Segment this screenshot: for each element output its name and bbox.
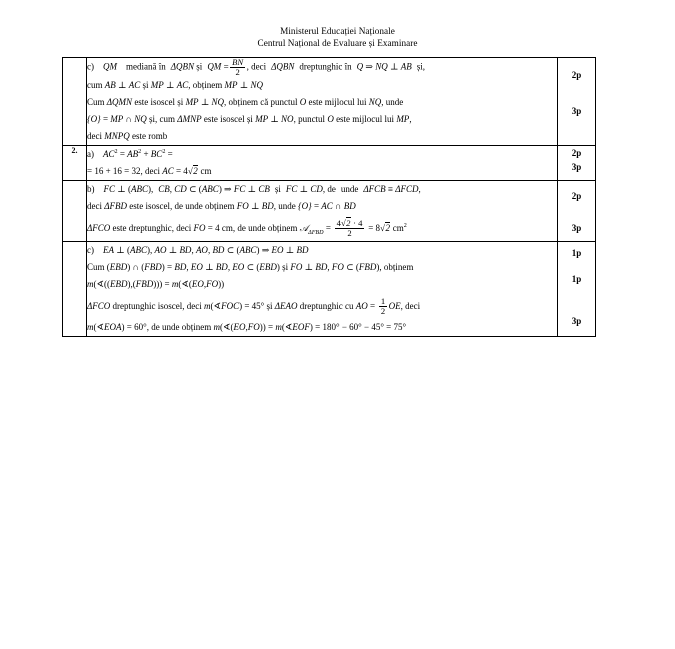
header-line-ministry: Ministerul Educației Naționale bbox=[280, 26, 395, 36]
row-points-cell bbox=[558, 242, 596, 337]
solution-line: m(∢((EBD),(FBD))) = m(∢(EO,FO)) bbox=[87, 279, 225, 290]
points-value: 2p bbox=[571, 70, 582, 80]
row-points-cell bbox=[558, 58, 596, 146]
row-index-cell bbox=[63, 58, 87, 146]
row-index-cell: 2. bbox=[63, 146, 87, 181]
solution-line: a) $AC^2 = AB^2 + BC^2$ = bbox=[87, 149, 173, 160]
points-value: 1p bbox=[571, 248, 582, 259]
row-content-cell bbox=[87, 146, 558, 181]
solution-line: c) QM mediană în ΔQBN și QM = $\frac{BN}{2}$ , deci ΔQBN dreptunghic în Q ⇒ NQ ⊥ AB și, bbox=[87, 56, 425, 77]
table-row bbox=[63, 146, 596, 181]
solution-line: Cum (EBD) ∩ (FBD) = BD, EO ⊥ BD, EO ⊂ (EBD) și FO ⊥ BD, FO ⊂ (FBD), obținem bbox=[87, 262, 414, 273]
solution-line: {O} = MP ∩ NQ și, cum ΔMNP este isoscel și MP ⊥ NO, punctul O este mijlocul lui MP, bbox=[87, 114, 412, 125]
solution-line: = 16 + 16 = 32, deci AC = 4√2 cm bbox=[87, 166, 212, 177]
table-row bbox=[63, 181, 596, 242]
solution-line: ΔFCO dreptunghic isoscel, deci m(∢FOC) = 45° și ΔEAO dreptunghic cu AO = $\frac{1}{2}$ OE, deci bbox=[87, 295, 421, 316]
table-row bbox=[63, 58, 596, 146]
table-row bbox=[63, 242, 596, 337]
points-value: 3p bbox=[571, 162, 582, 173]
points-value: 3p bbox=[571, 106, 582, 116]
points-value: 3p bbox=[571, 223, 582, 234]
solution-line: c) EA ⊥ (ABC), AO ⊥ BD, AO, BD ⊂ (ABC) ⇒ EO ⊥ BD bbox=[87, 245, 309, 256]
points-value: 2p bbox=[571, 148, 582, 159]
solution-line: Cum ΔQMN este isoscel și MP ⊥ NQ, obținem că punctul O este mijlocul lui NQ, unde bbox=[87, 97, 404, 108]
solution-line: b) FC ⊥ (ABC), CB, CD ⊂ (ABC) ⇒ FC ⊥ CB și FC ⊥ CD, de unde ΔFCB ≡ ΔFCD, bbox=[87, 184, 421, 195]
solution-line: deci ΔFBD este isoscel, de unde obținem FO ⊥ BD, unde {O} = AC ∩ BD bbox=[87, 201, 356, 212]
row-content-cell bbox=[87, 242, 558, 337]
row-content-cell bbox=[87, 58, 558, 146]
header-line-center: Centrul Național de Evaluare și Examinare bbox=[257, 37, 418, 48]
points-value: 2p bbox=[571, 191, 582, 202]
row-points-cell bbox=[558, 181, 596, 242]
document-header bbox=[0, 26, 675, 49]
row-index-cell bbox=[63, 242, 87, 337]
solution-line: deci MNPQ este romb bbox=[87, 131, 168, 142]
solution-line: m(∢EOA) = 60°, de unde obținem m(∢(EO,FO)) = m(∢EOF) = 180° − 60° − 45° = 75° bbox=[87, 322, 407, 333]
solution-line: ΔFCO este dreptunghic, deci FO = 4 cm, de unde obținem 𝒜$_{\Delta FBD}$ = $\frac{4√2 \cdot 4}{2}$ = 8√2 $cm^2$ bbox=[87, 217, 407, 238]
grading-table bbox=[62, 57, 596, 337]
solution-line: cum AB ⊥ AC și MP ⊥ AC, obținem MP ⊥ NQ bbox=[87, 80, 263, 91]
points-value: 3p bbox=[571, 316, 582, 327]
row-points-cell bbox=[558, 146, 596, 181]
row-content-cell bbox=[87, 181, 558, 242]
row-index-cell bbox=[63, 181, 87, 242]
points-value: 1p bbox=[571, 274, 582, 285]
